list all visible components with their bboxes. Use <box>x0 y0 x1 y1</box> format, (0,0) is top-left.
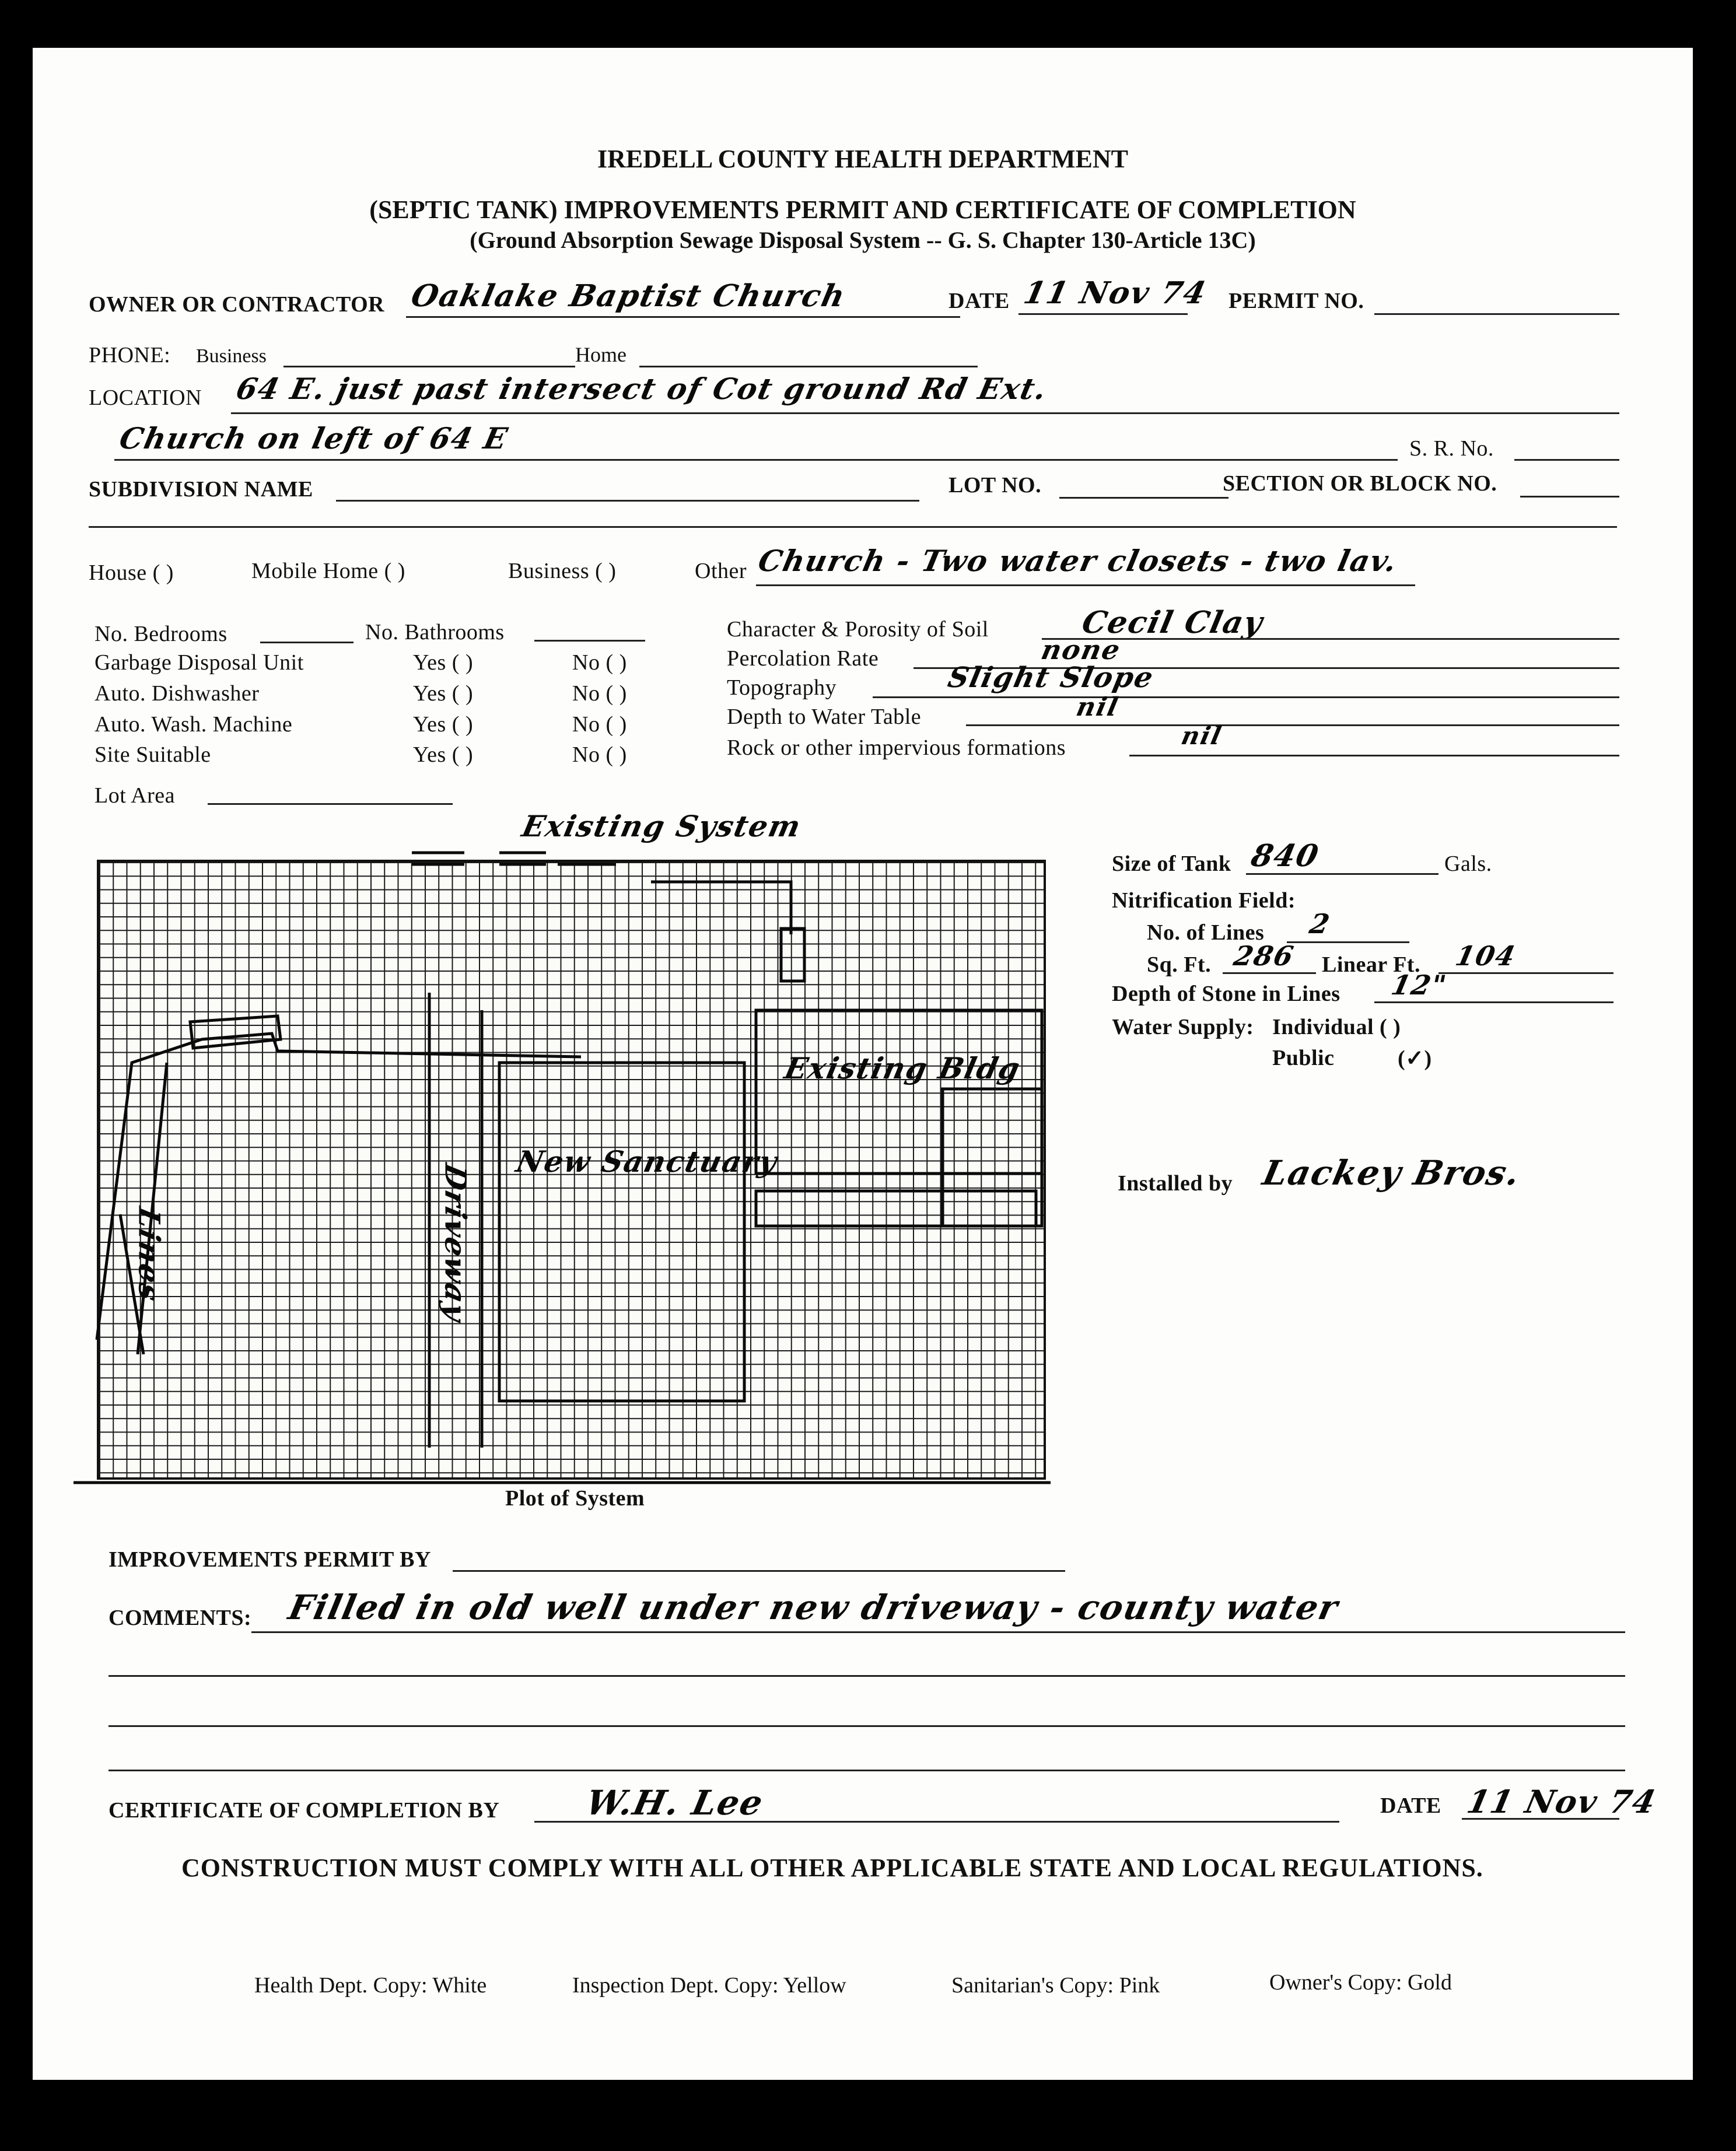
sr-no-label: S. R. No. <box>1409 436 1494 461</box>
comments-label: COMMENTS: <box>108 1606 252 1630</box>
copy-sanitarian: Sanitarian's Copy: Pink <box>951 1973 1160 1998</box>
comments-value: Filled in old well under new driveway - county water <box>285 1588 1343 1627</box>
department-title: IREDELL COUNTY HEALTH DEPARTMENT <box>597 145 1128 173</box>
form-subtitle: (Ground Absorption Sewage Disposal System -- G. S. Chapter 130-Article 13C) <box>470 227 1256 253</box>
existing-bldg-note: Existing Bldg <box>781 1051 1024 1085</box>
compliance-notice: CONSTRUCTION MUST COMPLY WITH ALL OTHER APPLICABLE STATE AND LOCAL REGULATIONS. <box>181 1854 1483 1882</box>
water-table-label: Depth to Water Table <box>727 705 922 729</box>
stone-depth-value: 12" <box>1388 969 1450 1001</box>
copy-health: Health Dept. Copy: White <box>254 1973 487 1998</box>
certificate-date-label: DATE <box>1380 1793 1441 1818</box>
improvements-label: IMPROVEMENTS PERMIT BY <box>108 1547 431 1572</box>
bedrooms-label: No. Bedrooms <box>94 622 228 646</box>
sqft-value: 286 <box>1231 940 1297 972</box>
mobile-home-option[interactable]: Mobile Home ( ) <box>251 559 405 583</box>
sqft-label: Sq. Ft. <box>1147 952 1212 977</box>
site-label: Site Suitable <box>94 742 211 767</box>
business-option[interactable]: Business ( ) <box>508 559 617 583</box>
copy-owner: Owner's Copy: Gold <box>1269 1970 1452 1995</box>
water-public-label: Public <box>1272 1046 1335 1070</box>
certificate-signature: W.H. Lee <box>582 1783 768 1823</box>
dishwasher-yes[interactable]: Yes ( ) <box>413 681 474 706</box>
garbage-yes[interactable]: Yes ( ) <box>413 650 474 675</box>
tank-size-value: 840 <box>1248 838 1323 874</box>
lines-count-label: No. of Lines <box>1147 920 1265 945</box>
topography-label: Topography <box>727 675 837 700</box>
driveway-note: Driveway <box>438 1161 473 1326</box>
permit-no-label: PERMIT NO. <box>1228 289 1364 313</box>
certificate-date-value: 11 Nov 74 <box>1464 1783 1660 1820</box>
topography-value: Slight Slope <box>945 661 1157 694</box>
phone-home-label: Home <box>575 343 626 366</box>
site-no[interactable]: No ( ) <box>572 742 627 767</box>
wash-machine-no[interactable]: No ( ) <box>572 712 627 737</box>
phone-business-label: Business <box>196 345 267 367</box>
linear-ft-label: Linear Ft. <box>1322 952 1420 977</box>
nitrification-label: Nitrification Field: <box>1112 888 1296 913</box>
lot-area-label: Lot Area <box>94 783 176 808</box>
lines-count-value: 2 <box>1307 908 1334 940</box>
form-title: (SEPTIC TANK) IMPROVEMENTS PERMIT AND CERTIFICATE OF COMPLETION <box>369 195 1356 224</box>
plot-caption: Plot of System <box>505 1486 645 1511</box>
wash-machine-label: Auto. Wash. Machine <box>94 712 293 737</box>
rock-label: Rock or other impervious formations <box>727 735 1066 760</box>
installed-by-value: Lackey Bros. <box>1259 1153 1525 1193</box>
water-individual[interactable]: Individual ( ) <box>1272 1015 1401 1039</box>
soil-character-value: Cecil Clay <box>1079 605 1267 640</box>
gals-label: Gals. <box>1444 852 1492 876</box>
site-yes[interactable]: Yes ( ) <box>413 742 474 767</box>
stone-depth-label: Depth of Stone in Lines <box>1112 982 1340 1006</box>
water-supply-label: Water Supply: <box>1112 1015 1254 1039</box>
existing-system-note: Existing System <box>519 809 805 843</box>
tank-size-label: Size of Tank <box>1112 852 1231 876</box>
subdivision-label: SUBDIVISION NAME <box>89 477 313 502</box>
lines-note: Lines <box>132 1204 167 1306</box>
linear-ft-value: 104 <box>1452 940 1519 972</box>
permit-form <box>33 48 1693 2080</box>
wash-machine-yes[interactable]: Yes ( ) <box>413 712 474 737</box>
lot-no-label: LOT NO. <box>949 473 1042 498</box>
section-label: SECTION OR BLOCK NO. <box>1223 471 1497 496</box>
bathrooms-label: No. Bathrooms <box>365 620 505 644</box>
dishwasher-no[interactable]: No ( ) <box>572 681 627 706</box>
water-public-check[interactable]: (✓) <box>1398 1046 1432 1071</box>
phone-label: PHONE: <box>89 343 171 367</box>
perc-rate-value: none <box>1038 634 1124 665</box>
plot-sketch <box>33 48 1693 1564</box>
rock-value: nil <box>1178 721 1225 750</box>
date-value: 11 Nov 74 <box>1020 275 1210 311</box>
certificate-label: CERTIFICATE OF COMPLETION BY <box>108 1798 500 1823</box>
dishwasher-label: Auto. Dishwasher <box>94 681 260 706</box>
perc-rate-label: Percolation Rate <box>727 646 879 671</box>
location-line1: 64 E. just past intersect of Cot ground Rd Ext. <box>233 372 1051 406</box>
garbage-no[interactable]: No ( ) <box>572 650 627 675</box>
location-label: LOCATION <box>89 386 202 410</box>
location-line2: Church on left of 64 E <box>116 421 512 456</box>
owner-label: OWNER OR CONTRACTOR <box>89 292 385 317</box>
garbage-label: Garbage Disposal Unit <box>94 650 304 675</box>
other-value: Church - Two water closets - two lav. <box>755 544 1401 578</box>
soil-character-label: Character & Porosity of Soil <box>727 617 989 642</box>
new-sanctuary-note: New Sanctuary <box>513 1144 781 1179</box>
house-option[interactable]: House ( ) <box>89 560 174 585</box>
copy-inspection: Inspection Dept. Copy: Yellow <box>572 1973 846 1998</box>
owner-value: Oaklake Baptist Church <box>408 278 849 314</box>
installed-by-label: Installed by <box>1118 1171 1233 1196</box>
other-label: Other <box>695 559 747 583</box>
water-table-value: nil <box>1073 692 1122 722</box>
date-label: DATE <box>949 289 1010 313</box>
